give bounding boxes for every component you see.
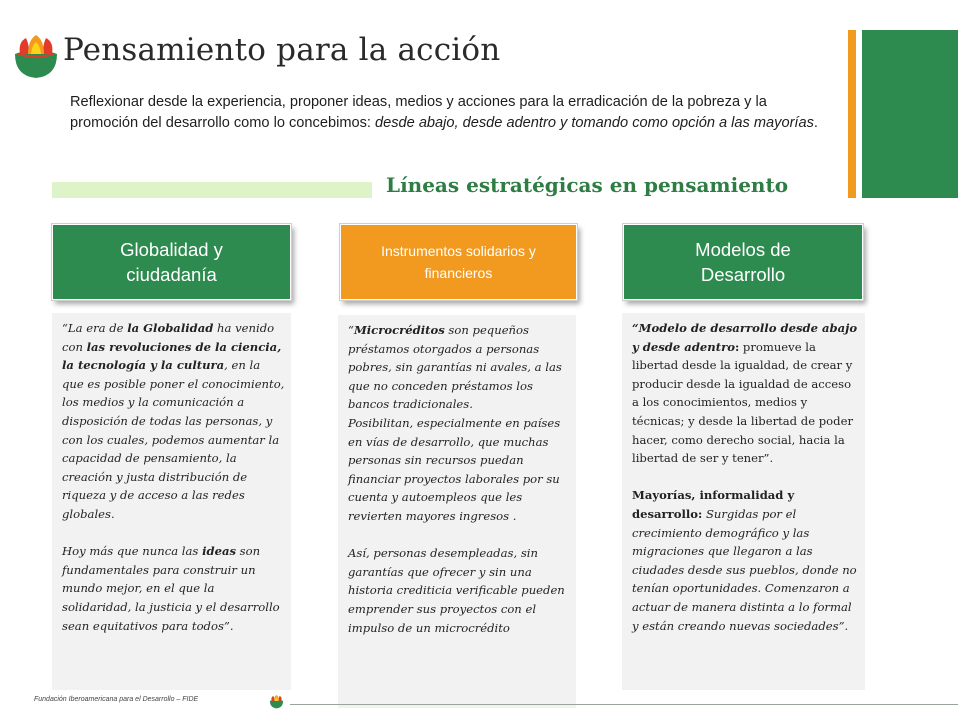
page-title: Pensamiento para la acción	[63, 32, 501, 68]
text-run-bold: Microcréditos	[353, 323, 445, 337]
text-panel-instrumentos	[338, 315, 576, 708]
text-run: Hoy más que nunca las	[62, 544, 203, 559]
intro-italic: desde abajo, desde adentro y tomando como opción a las mayorías	[375, 115, 814, 131]
text-run: Surgidas por el crecimiento demográfico y las migraciones que llegaron a las ciudades desde sus pueblos, donde no tenían oportunidades. Comenzaron a actuar de manera distinta a lo formal y están creando nuevas sociedades”.	[632, 506, 857, 633]
footer-text: Fundación Iberoamericana para el Desarrollo – FIDE	[34, 696, 199, 703]
text-run-bold: ideas	[202, 544, 236, 559]
column-header-modelos	[623, 224, 863, 300]
lotus-flower-logo-icon	[12, 32, 60, 80]
panel-paragraph	[62, 319, 285, 524]
intro-lead: Reflexionar desde la experiencia, proponer ideas, medios y acciones para la erradicación de la pobreza y la promoción del desarrollo como lo concebimos:	[70, 94, 767, 131]
accent-bar-orange	[848, 30, 856, 198]
panel-paragraph	[62, 542, 285, 635]
text-run: “La era de	[62, 321, 128, 335]
lotus-flower-logo-icon	[269, 694, 284, 709]
section-heading: Líneas estratégicas en pensamiento	[386, 173, 789, 197]
text-run: ha venido con	[62, 321, 275, 354]
column-header-label: Instrumentos solidarios y financieros	[381, 243, 536, 281]
text-run-bold: las revoluciones de la ciencia, la tecnología y la cultura	[62, 339, 282, 373]
text-run: , en la que es posible poner el conocimiento, los medios y la comunicación a disposición de todas las personas, y con los cuales, podemos aumentar la capacidad de pensamiento, la creación y justa distribución de riqueza y de acceso a las redes globales.	[62, 358, 285, 521]
text-run-bold: :	[698, 506, 703, 521]
panel-paragraph: Posibilitan, especialmente en países en vías de desarrollo, que muchas personas sin recursos puedan financiar proyectos laborales por su cuenta y autoempleos que les revierten mayores ingresos .	[348, 415, 561, 523]
column-header-label: Modelos de Desarrollo	[695, 239, 791, 285]
panel-paragraph	[632, 486, 859, 635]
text-panel-globalidad	[52, 313, 291, 690]
footer-divider	[290, 704, 958, 705]
text-run-bold: Mayorías, informalidad y desarrollo	[632, 488, 795, 521]
column-header-globalidad	[52, 224, 291, 300]
text-run: “	[348, 323, 354, 337]
column-header-instrumentos	[340, 224, 577, 300]
text-run-bold: :	[734, 339, 740, 354]
intro-end: .	[813, 115, 818, 131]
text-run: son pequeños préstamos otorgados a personas pobres, sin garantías ni avales, a las que no conceden préstamos los bancos tradicionales.	[348, 323, 562, 412]
text-run: son fundamentales para construir un mundo mejor, en el que la solidaridad, la justicia y el desarrollo sean equitativos para todos”.	[62, 544, 280, 633]
panel-paragraph	[348, 321, 570, 414]
text-run-bold: la Globalidad	[127, 321, 214, 335]
panel-paragraph	[632, 319, 859, 468]
text-run: promueve la libertad desde la igualdad, de crear y producir desde la igualdad de acceso a los conocimientos, medios y técnicas; y desde la libertad de poder hacer, como derecho social, hacia la libertad de ser y tener”.	[632, 339, 853, 466]
panel-paragraph: Así, personas desempleadas, sin garantías que ofrecer y sin una historia crediticia verificable pueden emprender sus proyectos con el impulso de un microcrédito	[348, 546, 565, 635]
text-run-bold: “Modelo de desarrollo desde abajo y desde adentro	[632, 321, 858, 354]
decorative-strip	[52, 182, 372, 198]
text-panel-modelos	[622, 313, 865, 690]
accent-bar-green	[862, 30, 958, 198]
intro-paragraph	[70, 92, 830, 134]
column-header-label: Globalidad y ciudadanía	[120, 239, 223, 285]
